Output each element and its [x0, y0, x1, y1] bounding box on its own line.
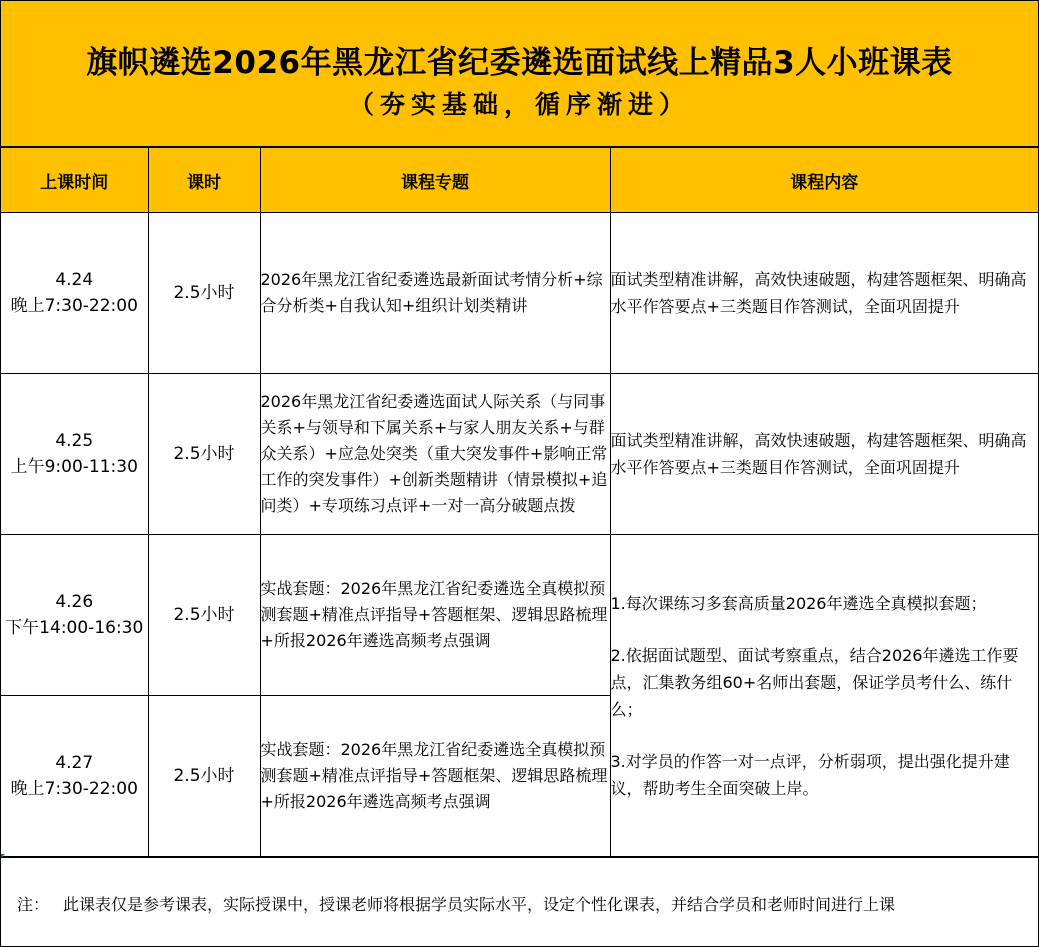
class-date: 4.27 [55, 753, 94, 773]
note-line [17, 892, 895, 915]
table-row [1, 374, 1038, 535]
class-date: 4.24 [55, 270, 94, 290]
topic-text: 2026年黑龙江省纪委遴选面试人际关系（与同事关系+与领导和下属关系+与家人朋友关系+与群众关系）+应急处突类（重大突发事件+影响正常工作的突发事件）+创新类题精讲（情景模拟+追问类）+专项练习点评+一对一高分破题点拨 [260, 392, 608, 515]
content-cell: 面试类型精准讲解，高效快速破题，构建答题框架、明确高水平作答要点+三类题目作答测试，全面巩固提升 [610, 213, 1038, 374]
topic-text: 实战套题：2026年黑龙江省纪委遴选全真模拟预测套题+精准点评指导+答题框架、逻辑思路梳理+所报2026年遴选高频考点强调 [260, 579, 608, 650]
table-row [1, 213, 1038, 374]
page-title: 旗帜遴选2026年黑龙江省纪委遴选面试线上精品3人小班课表 [86, 45, 953, 81]
header-topic: 课程专题 [260, 148, 610, 213]
class-time: 晚上7:30-22:00 [10, 779, 138, 799]
topic-cell [260, 696, 610, 857]
time-cell [1, 696, 148, 857]
topic-cell [260, 535, 610, 696]
time-cell [1, 535, 148, 696]
time-cell [1, 374, 148, 535]
topic-cell [260, 213, 610, 374]
page-subtitle: （夯实基础，循序渐进） [348, 90, 690, 119]
title-banner [1, 1, 1038, 147]
schedule-table [1, 147, 1038, 857]
content-cell: 面试类型精准讲解，高效快速破题，构建答题框架、明确高水平作答要点+三类题目作答测试，全面巩固提升 [610, 374, 1038, 535]
hours-cell: 2.5小时 [148, 213, 260, 374]
class-date: 4.26 [55, 592, 94, 612]
class-date: 4.25 [55, 431, 94, 451]
class-time: 下午14:00-16:30 [5, 618, 144, 638]
content-point-3: 3.对学员的作答一对一点评，分析弱项，提出强化提升建议，帮助考生全面突破上岸。 [610, 751, 1010, 798]
note-section [1, 857, 1038, 947]
note-label: 注： [17, 895, 50, 914]
class-time: 上午9:00-11:30 [10, 457, 138, 477]
hours-cell: 2.5小时 [148, 535, 260, 696]
header-content: 课程内容 [610, 148, 1038, 213]
header-hours: 课时 [148, 148, 260, 213]
hours-cell: 2.5小时 [148, 374, 260, 535]
hours-cell: 2.5小时 [148, 696, 260, 857]
merged-content-cell [610, 535, 1038, 857]
time-cell [1, 213, 148, 374]
topic-cell [260, 374, 610, 535]
header-time: 上课时间 [1, 148, 148, 213]
note-text: 此课表仅是参考课表，实际授课中，授课老师将根据学员实际水平，设定个性化课表，并结合学员和老师时间进行上课 [63, 895, 896, 914]
topic-text: 2026年黑龙江省纪委遴选最新面试考情分析+综合分析类+自我认知+组织计划类精讲 [260, 270, 603, 315]
class-time: 晚上7:30-22:00 [10, 296, 138, 316]
topic-text: 实战套题：2026年黑龙江省纪委遴选全真模拟预测套题+精准点评指导+答题框架、逻辑思路梳理+所报2026年遴选高频考点强调 [260, 740, 608, 811]
content-point-1: 1.每次课练习多套高质量2026年遴选全真模拟套题； [610, 593, 987, 613]
content-point-2: 2.依据面试题型、面试考察重点，结合2026年遴选工作要点，汇集教务组60+名师出套题，保证学员考什么、练什么； [610, 645, 1019, 719]
table-row [1, 535, 1038, 696]
table-header-row [1, 148, 1038, 213]
